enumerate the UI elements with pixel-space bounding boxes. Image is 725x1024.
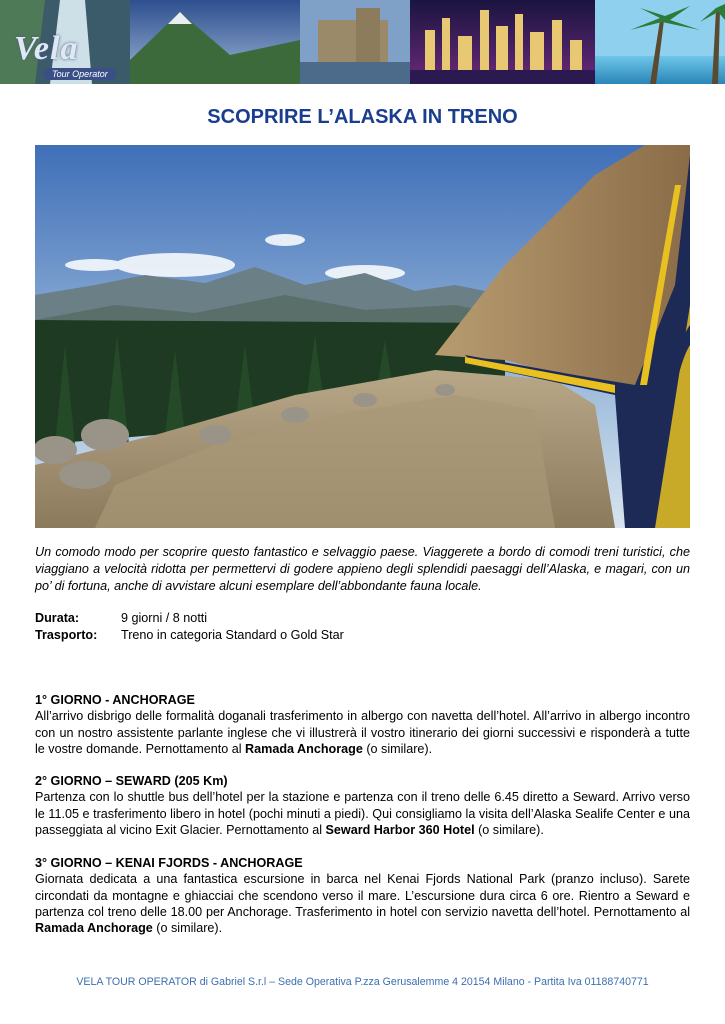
day-title: 1° GIORNO - ANCHORAGE — [35, 693, 195, 707]
day-text: Giornata dedicata a una fantastica escursione in barca nel Kenai Fjords National Park (pranzo incluso). Sarete circondati da montagne e ghiacciai che scendono verso il mare. L’escursione dura circa 6 ore. Rientro a Seward e partenza col treno delle 18.00 per Anchorage. Trasferimento in hotel con servizio navetta dell’hotel. Pernottamento al Ramada Anchorage (o similare). — [35, 872, 690, 936]
fact-transport — [35, 627, 344, 644]
hotel-name: Ramada Anchorage — [35, 921, 153, 936]
day-text: All’arrivo disbrigo delle formalità doganali trasferimento in albergo con navetta dell’hotel. All’arrivo in albergo incontro con un nostro assistente parlante inglese che vi illustrerà il vostro itinerario dei giorni successivi e risponderà a tutte le vostre domande. Pernottamento al Ramada Anchorage (o similare). — [35, 709, 690, 756]
fact-value: Treno in categoria Standard o Gold Star — [121, 628, 344, 642]
header-banner — [0, 0, 725, 84]
page-title: SCOPRIRE L’ALASKA IN TRENO — [207, 106, 518, 128]
hotel-name: Seward Harbor 360 Hotel — [325, 822, 475, 837]
day-1 — [35, 692, 690, 757]
fact-label: Durata: — [35, 611, 80, 625]
day-title: 2° GIORNO – SEWARD (205 Km) — [35, 774, 228, 788]
intro-paragraph: Un comodo modo per scoprire questo fantastico e selvaggio paese. Viaggerete a bordo di comodi treni turistici, che viaggiano a velocità ridotta per permettervi di godere appieno degli splendidi paesaggi dell’Alaska, e magari, con un po’ di fortuna, anche di avvistare alcuni esemplare dell’abbondante fauna locale. — [35, 545, 690, 593]
day-2 — [35, 773, 690, 838]
hotel-name: Ramada Anchorage — [245, 741, 363, 756]
alaska-train-photo — [35, 145, 690, 528]
footer: VELA TOUR OPERATOR di Gabriel S.r.l – Sede Operativa P.zza Gerusalemme 4 20154 Milano - Partita Iva 01188740771 — [76, 976, 649, 988]
day-3 — [35, 855, 690, 936]
fact-duration — [35, 610, 344, 627]
day-title: 3° GIORNO – KENAI FJORDS - ANCHORAGE — [35, 856, 303, 870]
day-text: Partenza con lo shuttle bus dell’hotel per la stazione e partenza con il treno delle 6.45 diretto a Seward. Arrivo verso le 11.05 e trasferimento libero in hotel (pochi minuti a piedi). Qui consigliamo la visita dell’Alaska Sealife Center e una passeggiata al vicino Exit Glacier. Pernottamento al Seward Harbor 360 Hotel (o similare). — [35, 790, 690, 837]
logo: Vela — [14, 30, 79, 67]
logo-subtitle: Tour Operator — [44, 68, 116, 80]
fact-label: Trasporto: — [35, 628, 98, 642]
trip-facts — [35, 610, 344, 644]
fact-value: 9 giorni / 8 notti — [121, 611, 208, 625]
